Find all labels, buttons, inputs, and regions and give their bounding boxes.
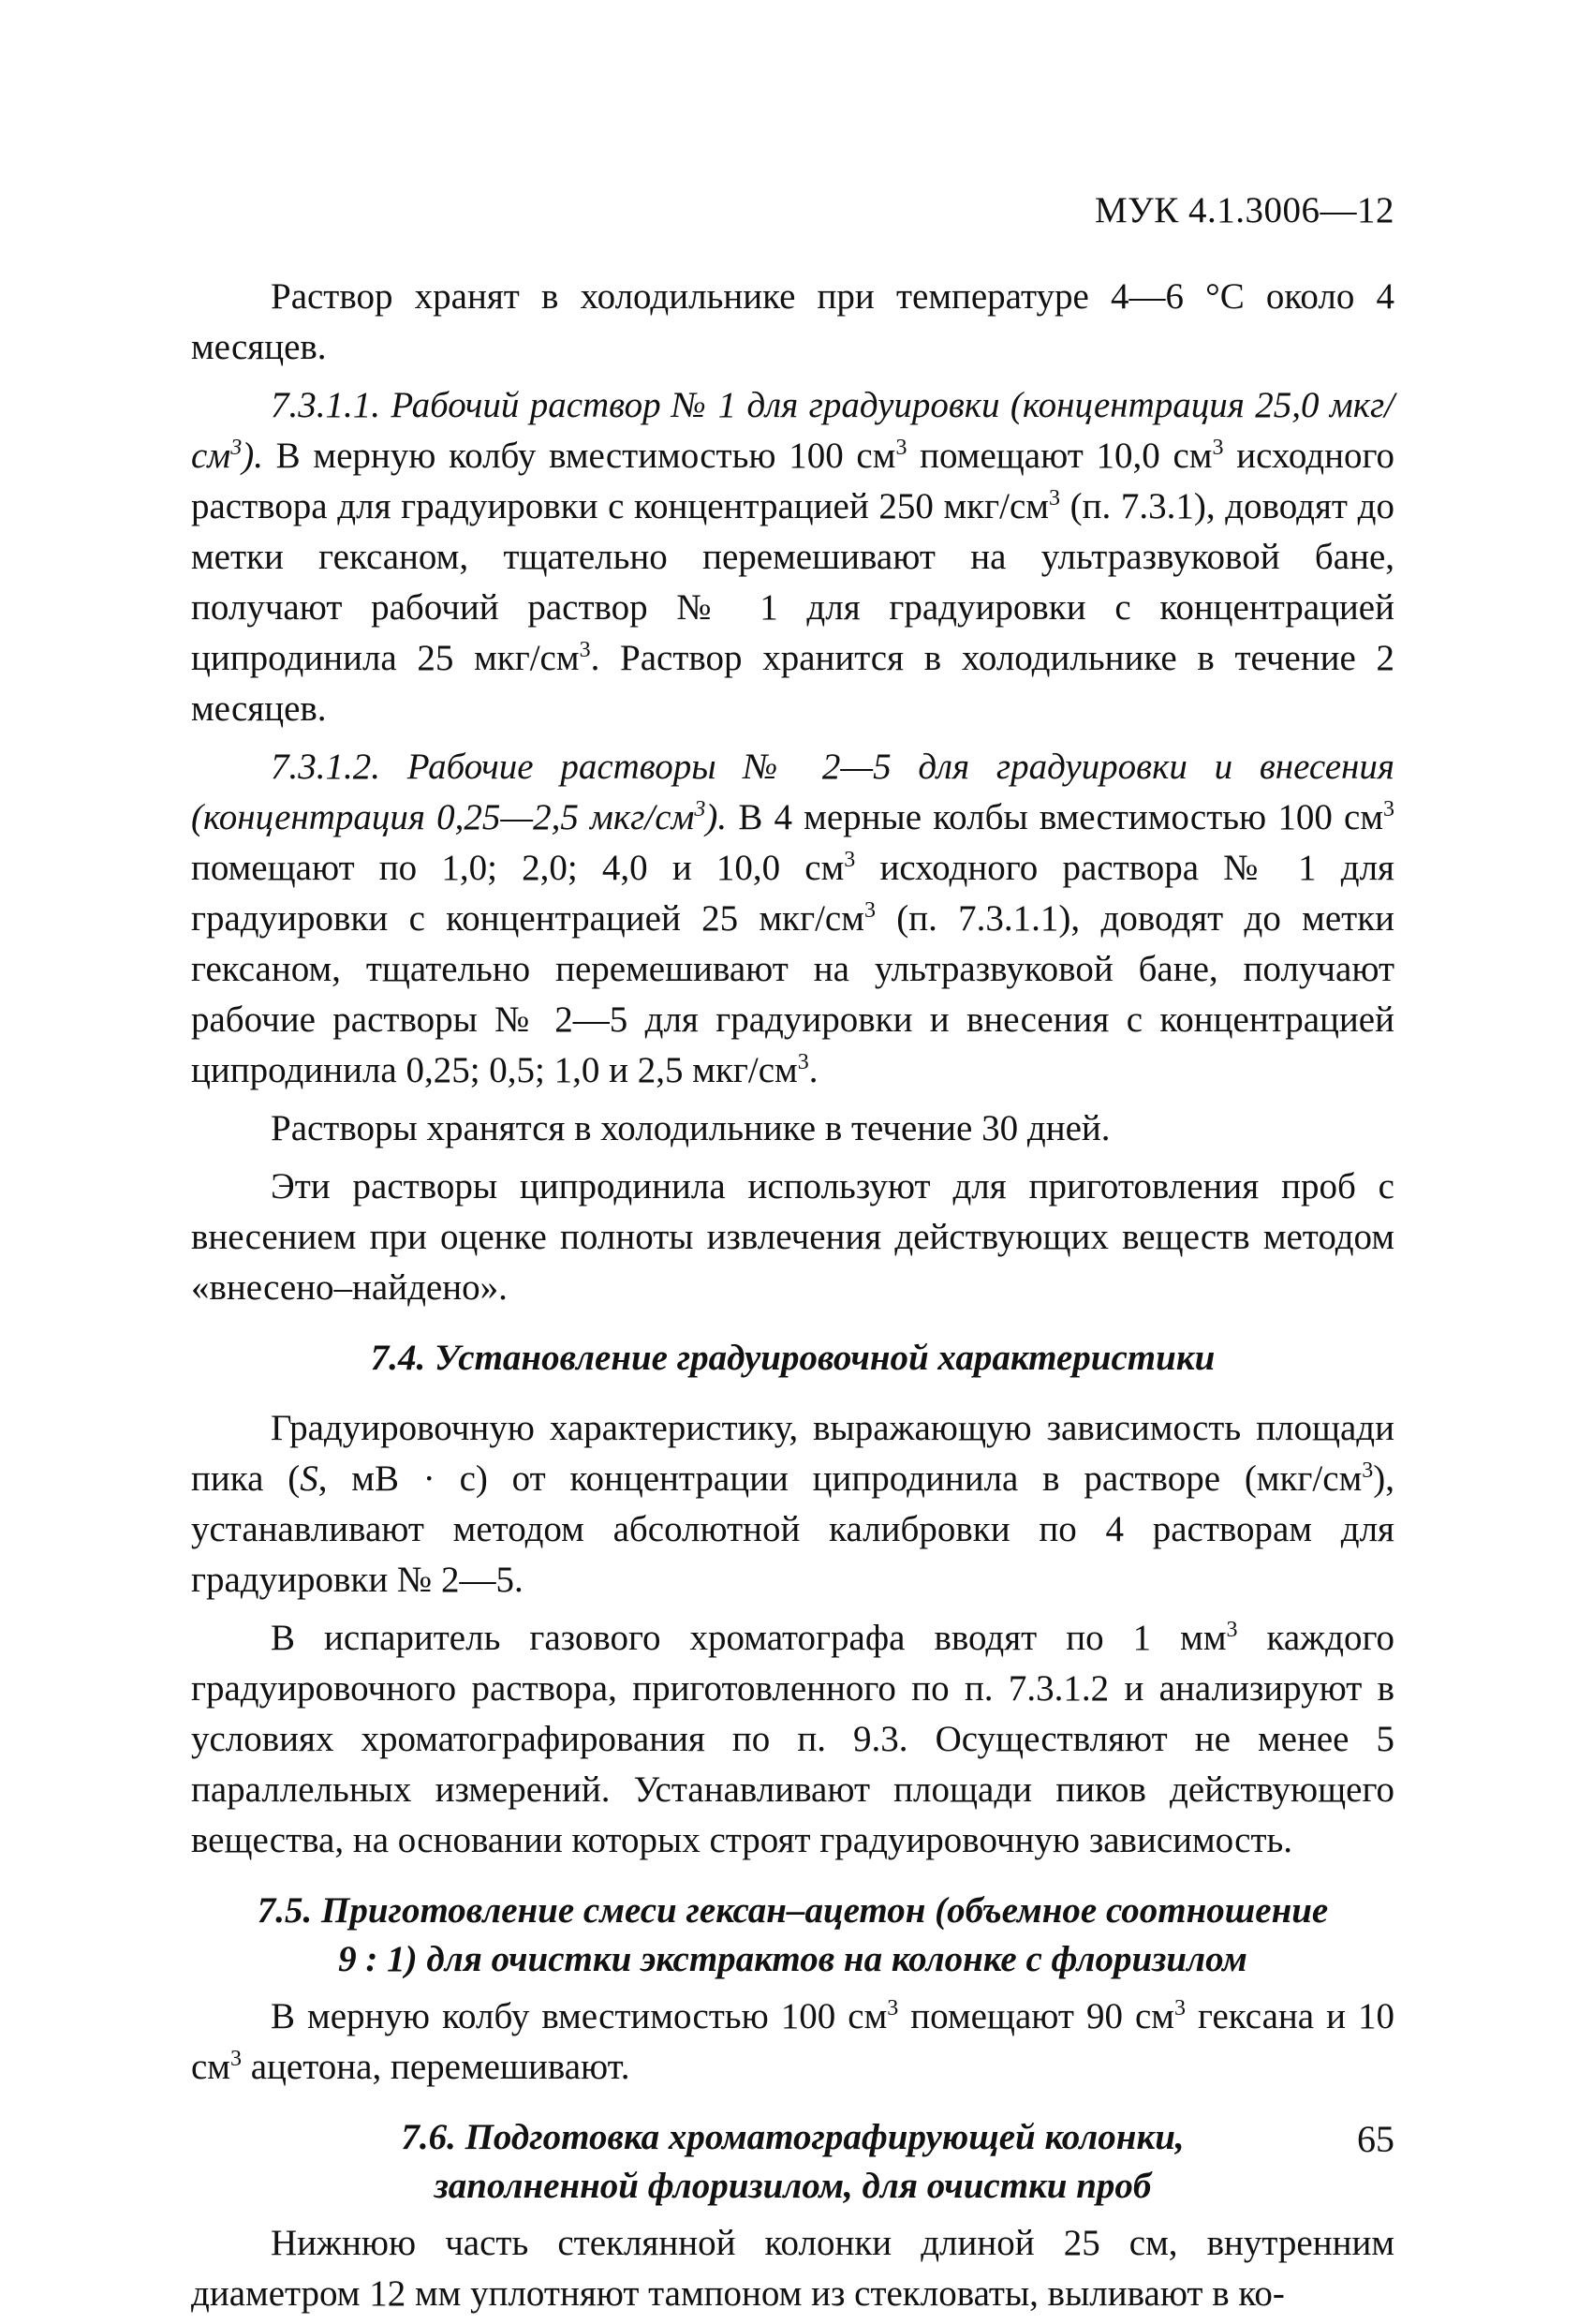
section-heading-7-6-line-2: заполненной флоризилом, для очистки проб (434, 2166, 1152, 2206)
subsection-title-7-3-1-2: 7.3.1.2. Рабочие растворы № 2—5 для градуировки и внесения (концентрация 0,25—2,5 мкг/$см^3$). (191, 747, 1394, 837)
paragraph-injection: В испаритель газового хроматографа вводят по 1 $мм^3$ каждого градуировочного раствора, приготовленного по п. 7.3.1.2 и анализируют в условиях хроматографирования по п. 9.3. Осуществляют не менее 5 параллельных измерений. Устанавливают площади пиков действующего вещества, на основании которых строят градуировочную зависимость. (191, 1618, 1394, 1860)
section-heading-7-6-line-1: 7.6. Подготовка хроматографирующей колонки, (401, 2117, 1185, 2157)
paragraph-calibration: Градуировочную характеристику, выражающую зависимость площади пика (S, мВ · с) от концентрации ципродинила в растворе $(мкг/см^3)$, устанавливают методом абсолютной калибровки по 4 растворам для градуировки № 2—5. (191, 1408, 1395, 1600)
subsection-title-7-3-1-1: 7.3.1.1. Рабочий раствор № 1 для градуировки (концентрация 25,0 мкг/$см^3$). (191, 385, 1394, 476)
paragraph-mixture: В мерную колбу вместимостью 100 $см^3$ помещают 90 $см^3$ гексана и 10 $см^3$ ацетона, перемешивают. (191, 1996, 1394, 2087)
section-heading-7-5-line-1: 7.5. Приготовление смеси гексан–ацетон (объемное соотношение (257, 1890, 1329, 1931)
paragraph-7-3-1-1: 7.3.1.1. Рабочий раствор № 1 для градуировки (концентрация 25,0 мкг/$см^3$). В мерную колбу вместимостью 100 $см^3$ помещают 10,0 $см^3$ исходного раствора для градуировки с концентрацией 250 мкг/$см^3$ (п. 7.3.1), доводят до метки гексаном, тщательно перемешивают на ультразвуковой бане, получают рабочий раствор № 1 для градуировки с концентрацией ципродинила 25 мкг/$см^3$. Раствор хранится в холодильнике в течение 2 месяцев. (191, 385, 1395, 729)
paragraph-storage: Раствор хранят в холодильнике при температуре 4—6 °С около 4 месяцев. (191, 276, 1394, 367)
section-heading-7-4: 7.4. Установление градуировочной характеристики (370, 1338, 1216, 1378)
page-body (191, 178, 1394, 2319)
paragraph-usage: Эти растворы ципродинила используют для приготовления проб с внесением при оценке полноты извлечения действующих веществ методом «внесено–найдено». (191, 1166, 1394, 1308)
page-number: 65 (1357, 2118, 1394, 2160)
paragraph-7-3-1-2: 7.3.1.2. Рабочие растворы № 2—5 для градуировки и внесения (концентрация 0,25—2,5 мкг/$см^3$). В 4 мерные колбы вместимостью 100 $см^3$ помещают по 1,0; 2,0; 4,0 и 10,0 $см^3$ исходного раствора № 1 для градуировки с концентрацией 25 мкг/$см^3$ (п. 7.3.1.1), доводят до метки гексаном, тщательно перемешивают на ультразвуковой бане, получают рабочие растворы № 2—5 для градуировки и внесения с концентрацией ципродинила 0,25; 0,5; 1,0 и 2,5 мкг/$см^3$. (191, 747, 1395, 1090)
document-code: МУК 4.1.3006—12 (1094, 190, 1394, 230)
paragraph-column: Нижнюю часть стеклянной колонки длиной 25 см, внутренним диаметром 12 мм уплотняют тампоном из стекловаты, выливают в ко- (191, 2223, 1394, 2314)
paragraph-storage-30-days: Растворы хранятся в холодильнике в течение 30 дней. (271, 1108, 1111, 1148)
section-heading-7-5-line-2: 9 : 1) для очистки экстрактов на колонке с флоризилом (338, 1939, 1247, 1979)
